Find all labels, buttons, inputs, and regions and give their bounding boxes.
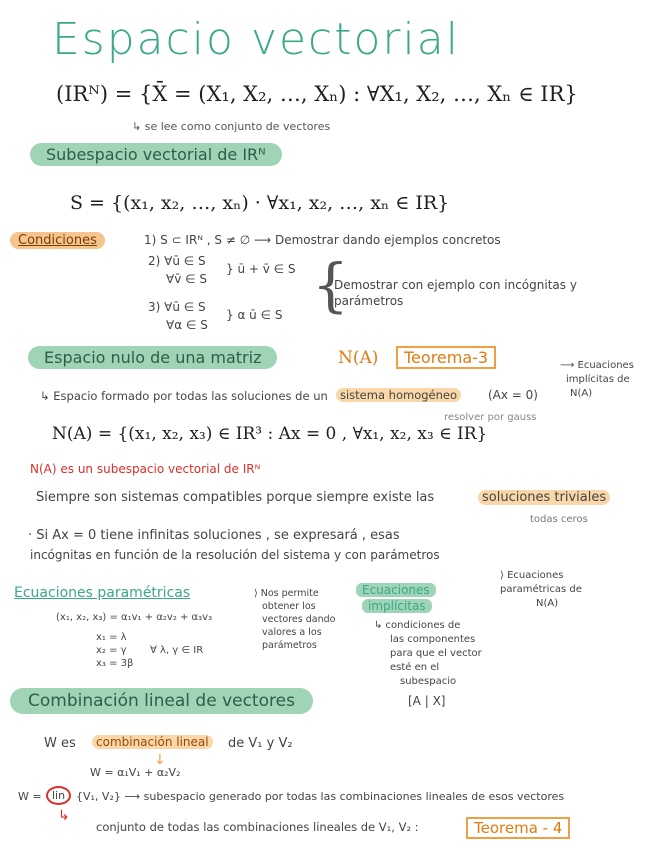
parametric-note-5: parámetros: [262, 640, 317, 651]
infinite-solutions-line-2: incógnitas en función de la resolución del sistema y con parámetros: [30, 548, 440, 562]
combination-heading: Combinación lineal de vectores: [10, 688, 313, 714]
null-space-heading: Espacio nulo de una matriz: [28, 346, 277, 369]
implicit-note-d: esté en el: [390, 662, 440, 673]
implicit-note-c: para que el vector: [390, 648, 482, 659]
condition-brace: {: [312, 251, 349, 319]
combination-line-pre: W es: [44, 736, 76, 751]
linear-combination-highlight: combinación lineal: [92, 735, 213, 749]
condition-3c: } α ū ∈ S: [226, 308, 283, 322]
always-compatible: Siempre son sistemas compatibles porque siempre existe las: [36, 490, 435, 505]
homogeneous-equation: (Ax = 0): [488, 388, 538, 402]
all-zeros-note: todas ceros: [530, 514, 588, 525]
implicit-note-1: ⟶ Ecuaciones: [560, 360, 634, 371]
null-space-definition: N(A) = {(x₁, x₂, x₃) ∈ IR³ : Ax = 0 , ∀x₁, x₂, x₃ ∈ IR}: [52, 424, 488, 444]
parametric-system-2: x₂ = γ: [96, 645, 127, 656]
implicit-note-a: ↳ condiciones de: [374, 620, 461, 631]
parametric-system-1: x₁ = λ: [96, 632, 127, 643]
implicit-note-b: las componentes: [390, 634, 476, 645]
implicit-heading-1: Ecuaciones: [356, 583, 436, 597]
condition-3b: ∀α ∈ S: [166, 318, 208, 332]
parametric-equation: (x₁, x₂, x₃) = α₁v₁ + α₂v₂ + α₃v₃: [56, 612, 213, 623]
gauss-note: resolver por gauss: [444, 412, 537, 423]
parametric-note-2: obtener los: [262, 601, 316, 612]
down-arrow-icon: ↓: [154, 752, 166, 768]
implicit-note-e: subespacio: [400, 676, 457, 687]
red-arrow-icon: ↳: [58, 808, 70, 824]
span-note: conjunto de todas las combinaciones lineales de V₁, V₂ :: [96, 820, 419, 834]
null-space-symbol: N(A): [338, 348, 379, 368]
condition-2b: ∀v̄ ∈ S: [166, 272, 208, 286]
theorem-4-box: Teorema - 4: [466, 817, 570, 839]
condition-2c: } ū + v̄ ∈ S: [226, 262, 296, 276]
parametric-system-quantifier: ∀ λ, γ ∈ IR: [150, 645, 204, 656]
trivial-solutions-highlight: soluciones triviales: [478, 490, 610, 505]
conditions-label: Condiciones: [10, 232, 105, 249]
span-circled: lin: [46, 786, 71, 805]
infinite-solutions-line-1: · Si Ax = 0 tiene infinitas soluciones , se expresará , esas: [28, 528, 400, 543]
parametric-note-1: ⟩ Nos permite: [254, 588, 319, 599]
condition-3a: 3) ∀ū ∈ S: [148, 300, 206, 314]
theorem-3-box: Teorema-3: [396, 346, 496, 369]
subspace-heading: Subespacio vectorial de IRᴺ: [30, 143, 282, 166]
parametric-note-4: valores a los: [262, 627, 322, 638]
param-link-2: paramétricas de: [500, 584, 582, 595]
page-title: Espacio vectorial: [52, 14, 460, 65]
param-link-3: N(A): [536, 598, 559, 609]
param-link-1: ⟩ Ecuaciones: [500, 570, 564, 581]
rn-definition: (IRᴺ) = {X̄ = (X₁, X₂, …, Xₙ) : ∀X₁, X₂, …, Xₙ ∈ IR}: [56, 82, 578, 106]
implicit-note-2: implícitas de: [566, 374, 630, 385]
condition-2a: 2) ∀ū ∈ S: [148, 254, 206, 268]
subspace-definition: S = {(x₁, x₂, …, xₙ) · ∀x₁, x₂, …, xₙ ∈ IR}: [70, 192, 450, 214]
implicit-note-3: N(A): [570, 388, 593, 399]
homogeneous-system-highlight: sistema homogéneo: [336, 388, 461, 402]
condition-1: 1) S ⊂ IRᴺ , S ≠ ∅ ⟶ Demostrar dando ejemplos concretos: [144, 233, 501, 247]
null-space-description: ↳ Espacio formado por todas las soluciones de un: [40, 389, 328, 403]
combination-equation: W = α₁V₁ + α₂V₂: [90, 766, 181, 779]
condition-note-2: parámetros: [334, 294, 404, 308]
combination-line-post: de V₁ y V₂: [228, 736, 293, 751]
span-line-post: {V₁, V₂} ⟶ subespacio generado por todas las combinaciones lineales de esos vectores: [76, 790, 565, 803]
condition-note-1: Demostrar con ejemplo con incógnitas y: [334, 278, 577, 292]
augmented-matrix: [A | X]: [408, 694, 446, 708]
parametric-system-3: x₃ = 3β: [96, 658, 134, 669]
implicit-heading-2: implícitas: [362, 599, 432, 613]
rn-note: ↳ se lee como conjunto de vectores: [132, 120, 331, 133]
parametric-note-3: vectores dando: [262, 614, 336, 625]
parametric-heading: Ecuaciones paramétricas: [14, 585, 191, 601]
span-line-pre: W =: [18, 790, 42, 803]
null-space-red-note: N(A) es un subespacio vectorial de IRᴺ: [30, 462, 261, 476]
